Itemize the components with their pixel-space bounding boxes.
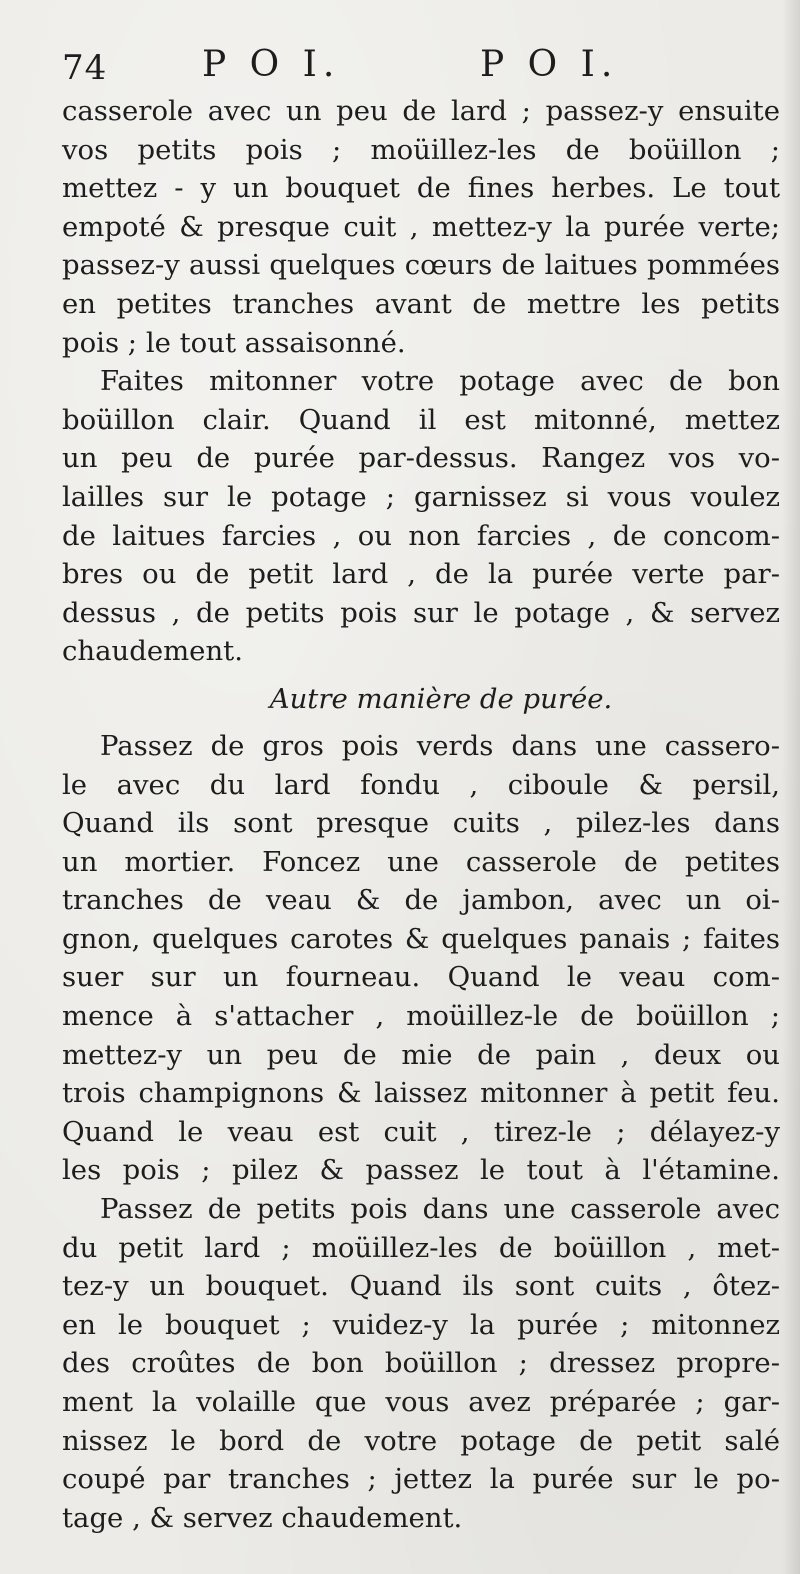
text-line: tranches de veau & de jambon, avec un oi- — [62, 884, 780, 917]
text-line: gnon, quelques carotes & quelques panais ; faites — [62, 922, 780, 955]
text-line: tez-y un bouquet. Quand ils sont cuits , ôtez- — [62, 1270, 780, 1303]
text-line: des croûtes de bon boüillon ; dressez propre- — [62, 1347, 780, 1380]
text-line: casserole avec un peu de lard ; passez-y ensuite — [62, 95, 780, 127]
text-line: un mortier. Foncez une casserole de petites — [62, 845, 780, 878]
text-line: trois champignons & laissez mitonner à petit feu. — [62, 1077, 780, 1110]
text-line: boüillon clair. Quand il est mitonné, mettez — [62, 403, 780, 436]
text-line: pois ; le tout assaisonné. — [62, 326, 406, 359]
text-line: lailles sur le potage ; garnissez si vous voulez — [62, 480, 780, 513]
paragraph-4 — [62, 1190, 780, 1537]
text-line: mettez-y un peu de mie de pain , deux ou — [62, 1038, 780, 1071]
text-line: chaudement. — [62, 635, 243, 668]
text-line: nissez le bord de votre potage de petit salé — [62, 1424, 780, 1457]
paragraph-2 — [62, 362, 780, 671]
page-number: 74 — [62, 48, 108, 88]
text-line: un peu de purée par-dessus. Rangez vos vo- — [62, 442, 780, 475]
text-line: Faites mitonner votre potage avec de bon — [100, 365, 780, 398]
running-head-right: P O I. — [480, 44, 619, 85]
text-line: tage , & servez chaudement. — [62, 1501, 463, 1534]
page-body — [62, 92, 780, 1537]
section-subheading: Autre manière de purée. — [269, 682, 613, 715]
text-line: mettez - y un bouquet de fines herbes. Le tout — [62, 172, 780, 205]
text-line: en le bouquet ; vuidez-y la purée ; mitonnez — [62, 1308, 780, 1341]
text-line: les pois ; pilez & passez le tout à l'étamine. — [62, 1154, 780, 1187]
text-line: suer sur un fourneau. Quand le veau com- — [62, 961, 780, 994]
paragraph-1 — [62, 92, 780, 362]
paragraph-3 — [62, 727, 780, 1190]
text-line: Passez de petits pois dans une casserole avec — [100, 1193, 780, 1226]
text-line: de laitues farcies , ou non farcies , de concom- — [62, 519, 780, 552]
text-line: du petit lard ; moüillez-les de boüillon , met- — [62, 1231, 780, 1264]
page-header — [62, 40, 622, 90]
text-line: Quand ils sont presque cuits , pilez-les dans — [62, 807, 780, 840]
text-line: dessus , de petits pois sur le potage , & servez — [62, 596, 780, 629]
text-line: empoté & presque cuit , mettez-y la purée verte; — [62, 210, 780, 243]
text-line: mence à s'attacher , moüillez-le de boüillon ; — [62, 1000, 780, 1033]
text-line: vos petits pois ; moüillez-les de boüillon ; — [62, 133, 780, 166]
text-line: coupé par tranches ; jettez la purée sur le po- — [62, 1463, 780, 1496]
text-line: bres ou de petit lard , de la purée verte par- — [62, 558, 780, 591]
text-line: en petites tranches avant de mettre les petits — [62, 287, 780, 320]
text-line: Passez de gros pois verds dans une cassero- — [100, 729, 780, 762]
text-line: ment la volaille que vous avez préparée ; gar- — [62, 1386, 780, 1418]
running-head-left: P O I. — [202, 44, 341, 85]
text-line: le avec du lard fondu , ciboule & persil, — [62, 768, 780, 801]
text-line: Quand le veau est cuit , tirez-le ; délayez-y — [62, 1115, 780, 1148]
text-line: passez-y aussi quelques cœurs de laitues pommées — [62, 249, 780, 282]
